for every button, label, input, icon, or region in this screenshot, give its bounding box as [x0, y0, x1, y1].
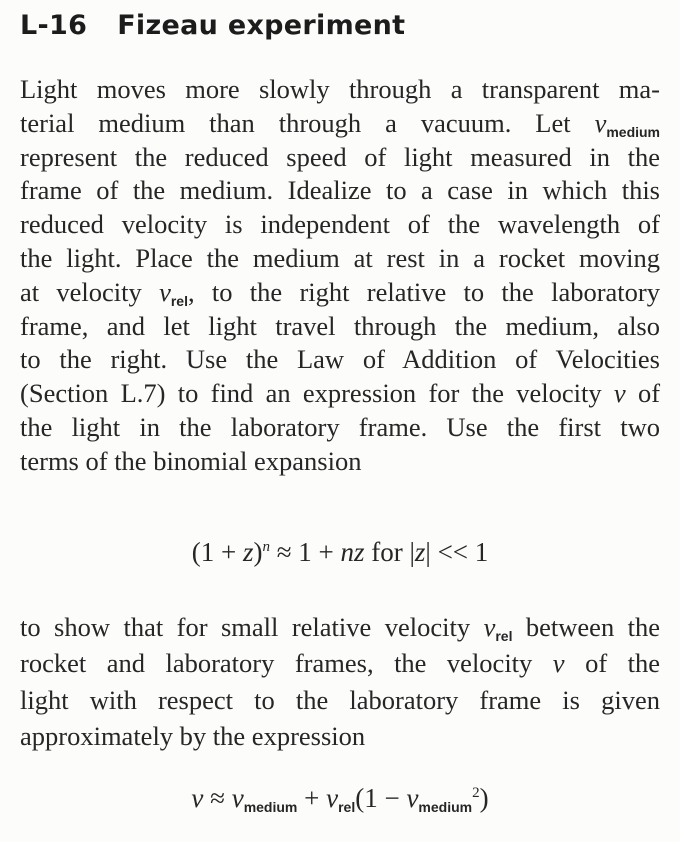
text-line: [20, 645, 660, 681]
text-line: light with respect to the laboratory frame is given: [20, 684, 660, 715]
text: between the: [525, 612, 661, 642]
var-v: v: [483, 612, 496, 642]
text-line: [20, 377, 660, 411]
eq-var: nz: [340, 537, 365, 567]
eq-var: z: [242, 537, 254, 567]
subscript: rel: [495, 628, 513, 644]
text-line: terms of the binomial expansion: [20, 445, 362, 476]
text-line: Light moves more slowly through a transparent ma-: [20, 74, 660, 104]
eq-part: ): [479, 783, 489, 813]
text-line: the light in the laboratory frame. Use the first two: [20, 411, 660, 442]
eq-part: for |: [364, 537, 415, 567]
text: of the: [585, 648, 661, 679]
text-line: reduced velocity is independent of the wavelength of: [20, 209, 660, 240]
text-line: frame, and let light travel through the medium, also: [20, 310, 660, 341]
text: rocket and laboratory frames, the velocity: [20, 648, 533, 679]
subscript: medium: [243, 799, 298, 815]
velocity-equation: [0, 783, 680, 814]
subscript: medium: [418, 799, 473, 815]
eq-part: ≈ 1 +: [269, 537, 341, 567]
var-v: v: [613, 378, 626, 409]
var-v: v: [594, 107, 607, 138]
eq-part: +: [297, 783, 327, 813]
subscript: rel: [170, 292, 188, 309]
var-v: v: [159, 276, 171, 307]
eq-part: (1 −: [355, 783, 407, 813]
eq-part: ≈: [203, 783, 232, 813]
text-line: the light. Place the medium at rest in a rocket moving: [20, 242, 660, 273]
eq-var: v: [231, 783, 244, 813]
eq-var: v: [326, 783, 339, 813]
problem-title: Fizeau experiment: [117, 10, 406, 41]
eq-part: (1 +: [191, 537, 243, 567]
eq-part: ): [253, 537, 263, 567]
text: of: [637, 378, 661, 409]
eq-var: v: [406, 783, 419, 813]
text-line: to the right. Use the Law of Addition of Velocities: [20, 344, 660, 375]
text-line: approximately by the expression: [20, 720, 366, 751]
subscript: medium: [606, 123, 661, 140]
var-v: v: [552, 648, 565, 679]
text: to show that for small relative velocity: [20, 612, 471, 642]
text-line: [20, 276, 660, 310]
text: , to the right relative to the laboratory: [187, 276, 660, 307]
eq-exponent: n: [262, 539, 270, 555]
text: terial medium than through a vacuum. Let: [20, 107, 571, 138]
text-line: frame of the medium. Idealize to a case in which this: [20, 175, 660, 206]
eq-var: z: [414, 537, 426, 567]
text-line: [20, 609, 660, 645]
problem-heading: [20, 10, 405, 41]
text-line: [20, 107, 660, 141]
text: at velocity: [20, 276, 142, 307]
paragraph-1: [20, 73, 660, 479]
subscript: rel: [338, 799, 356, 815]
eq-part: | << 1: [425, 537, 489, 567]
paragraph-2: [20, 609, 660, 754]
text: (Section L.7) to find an expression for the velocity: [20, 378, 602, 409]
binomial-equation: [0, 537, 680, 568]
eq-var: v: [191, 783, 204, 813]
problem-number: L-16: [20, 10, 88, 41]
eq-exponent: 2: [472, 785, 480, 801]
text-line: represent the reduced speed of light measured in the: [20, 141, 660, 172]
